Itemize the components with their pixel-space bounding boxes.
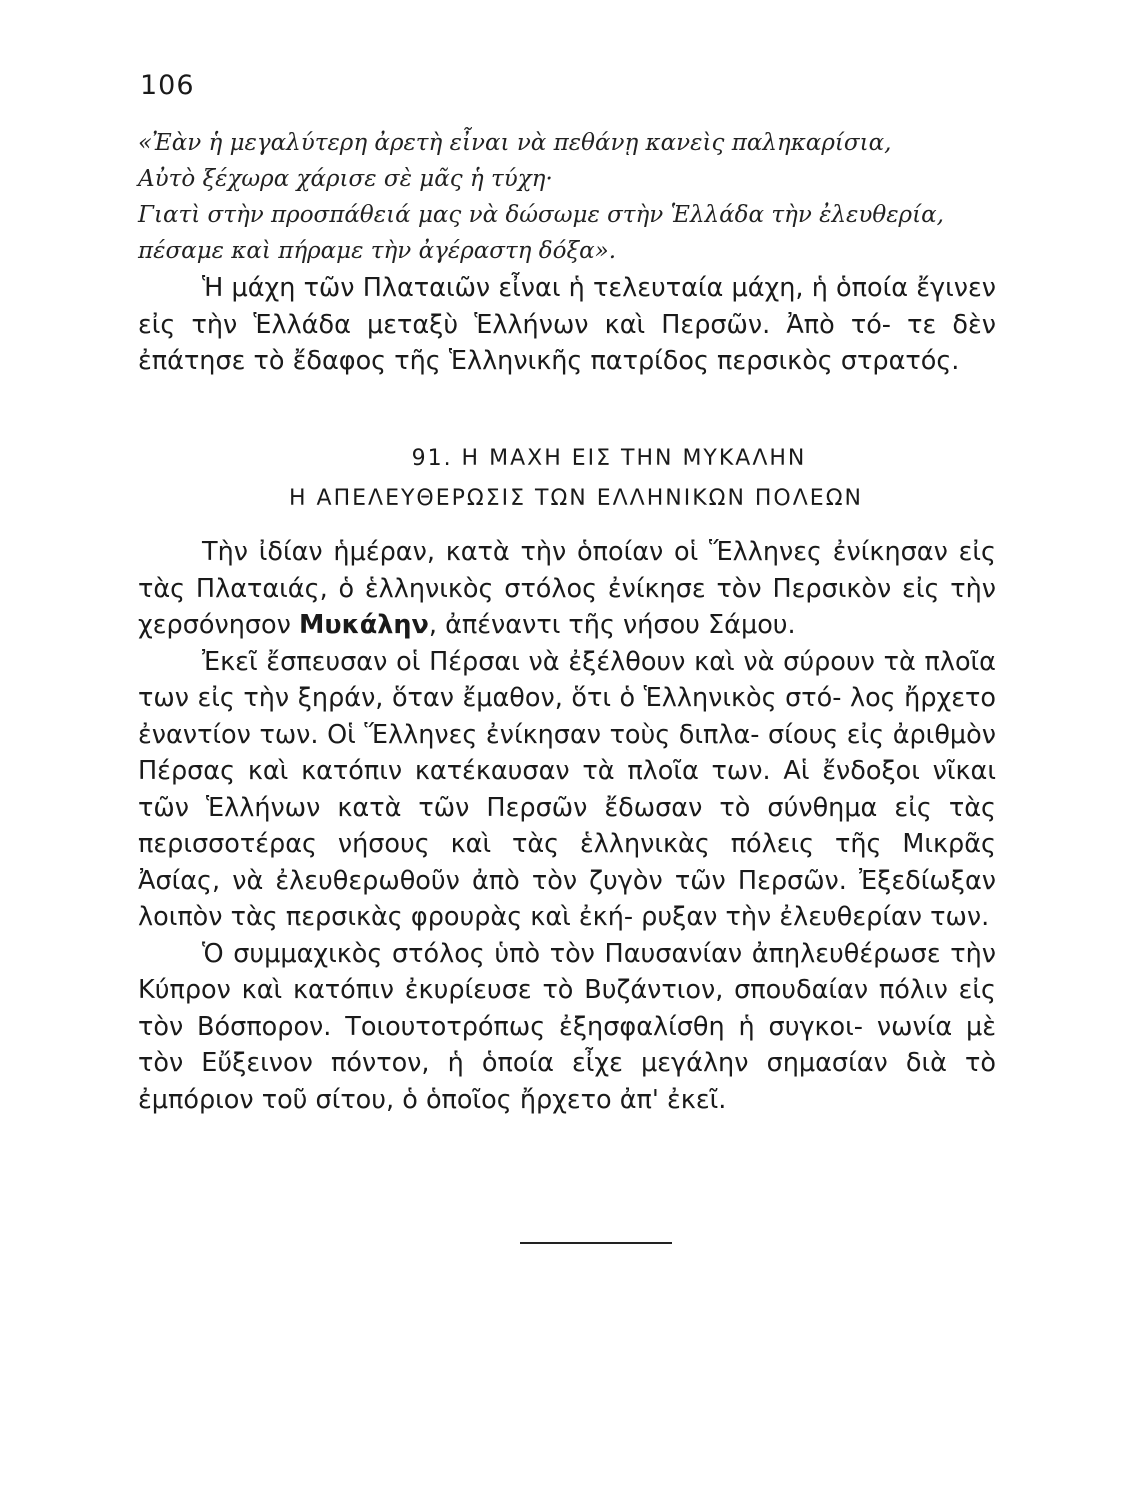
paragraph-mycale-battle [138, 534, 996, 644]
poem-line: πέσαμε καὶ πήραμε τὴν ἀγέραστη δόξα». [138, 238, 617, 264]
paragraph-text: Τὴν ἰδίαν ἡμέραν, κατὰ τὴν ὁποίαν οἱ Ἕλληνες ἐνίκησαν εἰς τὰς Πλαταιάς, ὁ ἑλληνικὸς στόλος ἐνίκησε τὸν Περσικὸν εἰς τὴν χερσόνησον [138, 537, 996, 640]
text-block-plataea [138, 270, 996, 380]
section-subheading: Η ΑΠΕΛΕΥΘΕΡΩΣΙΣ ΤΩΝ ΕΛΛΗΝΙΚΩΝ ΠΟΛΕΩΝ [289, 486, 863, 511]
poem-line: Γιατὶ στὴν προσπάθειά μας νὰ δώσωμε στὴν Ἑλλάδα τὴν ἐλευθερία, [138, 202, 944, 228]
poem-line: «Ἐὰν ἡ μεγαλύτερη ἀρετὴ εἶναι νὰ πεθάνῃ κανεὶς παληκαρίσια, [138, 130, 892, 156]
paragraph-text: , ἀπέναντι τῆς νήσου Σάμου. [428, 610, 796, 640]
poem-quote [138, 125, 998, 269]
paragraph-fleet: Ὁ συμμαχικὸς στόλος ὑπὸ τὸν Παυσανίαν ἀπηλευθέρωσε τὴν Κύπρον καὶ κατόπιν ἐκυρίευσε τὸ Βυζάντιον, σπουδαίαν πόλιν εἰς τὸν Βόσπορον. Τοιουτοτρόπως ἐξησφαλίσθη ἡ συγκοι- νωνία μὲ τὸν Εὔξεινον πόντον, ἡ ὁποία εἶχε μεγάλην σημασίαν διὰ τὸ ἐμπόριον τοῦ σίτου, ὁ ὁποῖος ἤρχετο ἀπ' ἐκεῖ. [138, 938, 996, 1115]
paragraph-plataea: Ἡ μάχη τῶν Πλαταιῶν εἶναι ἡ τελευταία μάχη, ἡ ὁποία ἔγινεν εἰς τὴν Ἑλλάδα μεταξὺ Ἑλλήνων καὶ Περσῶν. Ἀπὸ τό- τε δὲν ἐπάτησε τὸ ἔδαφος τῆς Ἑλληνικῆς πατρίδος περσικὸς στρατός. [138, 273, 996, 376]
bold-term-mycale: Μυκάλην [299, 610, 429, 640]
page-number: 106 [140, 70, 195, 101]
poem-line: Αὐτὸ ξέχωρα χάρισε σὲ μᾶς ἡ τύχη· [138, 166, 553, 192]
end-rule [520, 1242, 672, 1244]
section-heading: 91. Η ΜΑΧΗ ΕΙΣ ΤΗΝ ΜΥΚΑΛΗΝ [411, 446, 807, 471]
paragraph-liberation: Ἐκεῖ ἔσπευσαν οἱ Πέρσαι νὰ ἐξέλθουν καὶ νὰ σύρουν τὰ πλοῖα των εἰς τὴν ξηράν, ὅταν ἔμαθον, ὅτι ὁ Ἑλληνικὸς στό- λος ἤρχετο ἐναντίον των. Οἱ Ἕλληνες ἐνίκησαν τοὺς διπλα- σίους εἰς ἀριθμὸν Πέρσας καὶ κατόπιν κατέκαυσαν τὰ πλοῖα των. Αἱ ἔνδοξοι νῖκαι τῶν Ἑλλήνων κατὰ τῶν Περσῶν ἔδωσαν τὸ σύνθημα εἰς τὰς περισσοτέρας νήσους καὶ τὰς ἑλληνικὰς πόλεις τῆς Μικρᾶς Ἀσίας, νὰ ἐλευθερωθοῦν ἀπὸ τὸν ζυγὸν τῶν Περσῶν. Ἐξεδίωξαν λοιπὸν τὰς περσικὰς φρουρὰς καὶ ἐκή- ρυξαν τὴν ἐλευθερίαν των. [138, 646, 996, 932]
text-block-mycale [138, 534, 996, 1118]
